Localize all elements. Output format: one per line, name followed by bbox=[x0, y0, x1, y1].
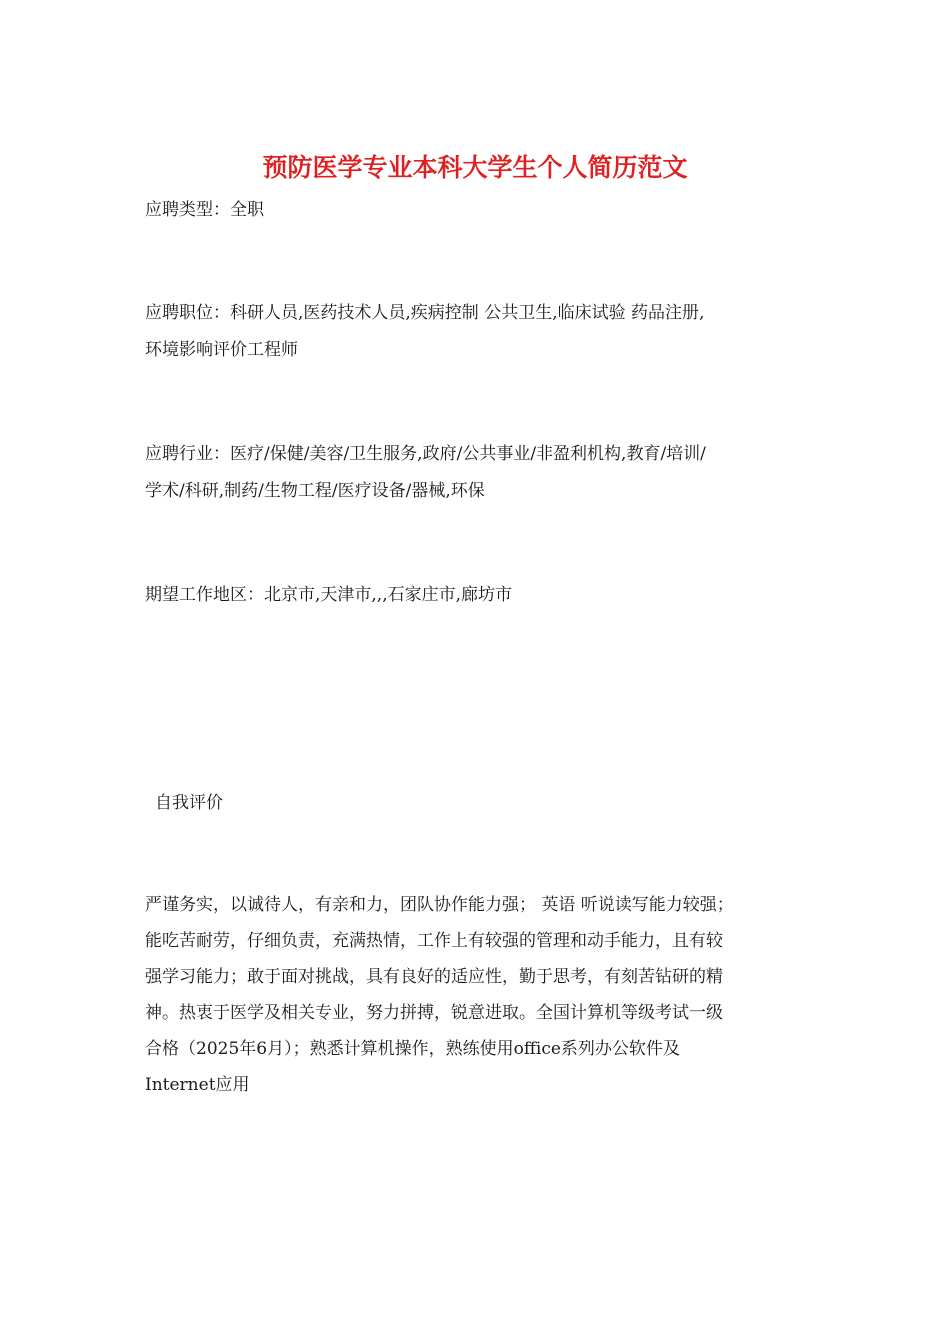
work-location: 期望工作地区：北京市,天津市,,,石家庄市,廊坊市 bbox=[145, 585, 513, 605]
self-evaluation-line: 神。热衷于医学及相关专业，努力拼搏，锐意进取。全国计算机等级考试一级 bbox=[145, 1003, 723, 1023]
self-evaluation-line: 能吃苦耐劳，仔细负责，充满热情，工作上有较强的管理和动手能力，且有较 bbox=[145, 931, 723, 951]
job-type: 应聘类型：全职 bbox=[145, 200, 264, 220]
self-evaluation-line: Internet应用 bbox=[145, 1075, 250, 1095]
self-evaluation-line: 强学习能力；敢于面对挑战，具有良好的适应性，勤于思考，有刻苦钻研的精 bbox=[145, 967, 723, 987]
job-position-line-2: 环境影响评价工程师 bbox=[145, 340, 298, 360]
self-evaluation-paragraph bbox=[145, 887, 815, 1103]
self-evaluation-line: 严谨务实，以诚待人，有亲和力，团队协作能力强； 英语 听说读写能力较强； bbox=[145, 895, 734, 915]
job-industry-line-1: 应聘行业：医疗/保健/美容/卫生服务,政府/公共事业/非盈利机构,教育/培训/ bbox=[145, 444, 706, 464]
job-industry-line-2: 学术/科研,制药/生物工程/医疗设备/器械,环保 bbox=[145, 481, 485, 501]
job-position-line-1: 应聘职位：科研人员,医药技术人员,疾病控制 公共卫生,临床试验 药品注册, bbox=[145, 303, 705, 323]
self-evaluation-heading: 自我评价 bbox=[155, 793, 223, 813]
document-title: 预防医学专业本科大学生个人简历范文 bbox=[262, 153, 688, 182]
self-evaluation-line: 合格（2025年6月）；熟悉计算机操作，熟练使用office系列办公软件及 bbox=[145, 1039, 680, 1059]
